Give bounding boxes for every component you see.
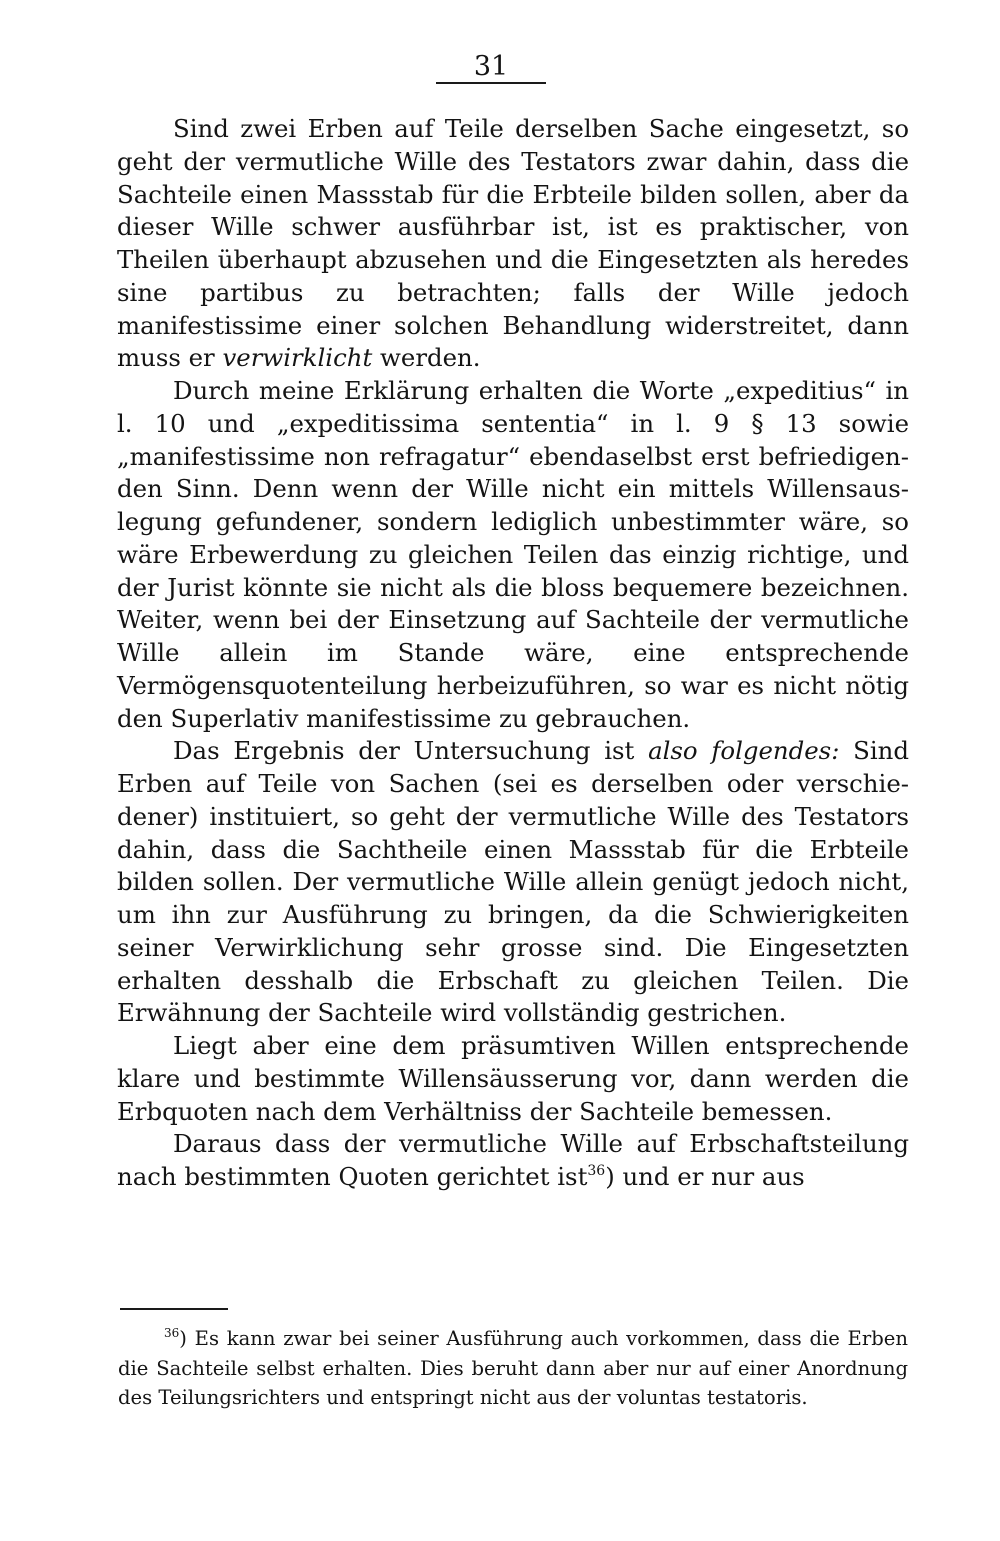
paragraph-4-text: Liegt aber eine dem präsumtiven Willen entsprechende klare und bestimmte Willensäusserung vor, dann werden die Erbquoten nach dem Verhältniss der Sachteile bemessen. <box>117 1031 909 1126</box>
paragraph-2-text: Durch meine Erklärung erhalten die Worte „expeditius“ in l. 10 und „expeditissima sententia“ in l. 9 § 13 sowie „manifestissime non refragatur“ ebendaselbst erst befriedigenden Sinn. Denn wenn der Wille nicht ein mittels Willensauslegung gefundener, sondern lediglich unbestimmter wäre, so wäre Erbewerdung zu gleichen Teilen das einzig richtige, und der Jurist könnte sie nicht als die bloss bequemere bezeichnen. Weiter, wenn bei der Einsetzung auf Sachteile der vermutliche Wille allein im Stande wäre, eine entsprechende Vermögensquotenteilung herbeizuführen, so war es nicht nötig den Superlativ manifestissime zu gebrauchen. <box>117 376 909 733</box>
paragraph-3 <box>117 735 909 1030</box>
footnote-reference: 36 <box>587 1163 606 1179</box>
paragraph-4 <box>117 1030 909 1128</box>
page-number: 31 <box>473 51 509 82</box>
body-text <box>117 113 909 1194</box>
header-rule <box>436 82 546 84</box>
paragraph-5-text: Daraus dass der vermutliche Wille auf Erbschaftsteilung nach bestimmten Quoten gerichtet ist <box>117 1129 909 1191</box>
paragraph-3-emphasis: also folgendes: <box>648 736 840 766</box>
paragraph-1-tail: werden. <box>372 343 481 373</box>
paragraph-2 <box>117 375 909 735</box>
footnote <box>118 1324 908 1413</box>
footnote-text: ) Es kann zwar bei seiner Ausführung auch vorkommen, dass die Erben die Sachteile selbst erhalten. Dies beruht dann aber nur auf einer Anordnung des Teilungsrichters und entspringt nicht aus der voluntas testatoris. <box>118 1327 908 1409</box>
footnote-marker: 36 <box>164 1326 180 1340</box>
paragraph-3-lead: Das Ergebnis der Untersuchung ist <box>173 736 649 766</box>
paragraph-5 <box>117 1128 909 1194</box>
paragraph-1-emphasis: verwirklicht <box>222 343 373 373</box>
paragraph-5-tail: ) und er nur aus <box>605 1162 805 1191</box>
footnote-rule <box>120 1308 228 1310</box>
paragraph-1-text: Sind zwei Erben auf Teile derselben Sache eingesetzt, so geht der vermutliche Wille des Testators zwar dahin, dass die Sachteile einen Massstab für die Erbteile bilden sollen, aber da dieser Wille schwer ausführbar ist, ist es praktischer, von Theilen überhaupt abzusehen und die Eingesetzten als heredes sine partibus zu betrachten; falls der Wille jedoch manifestissime einer solchen Behandlung widerstreitet, dann muss er <box>117 114 909 373</box>
paragraph-1 <box>117 113 909 375</box>
paragraph-3-text: Sind Erben auf Teile von Sachen (sei es derselben oder verschiedener) instituiert, so geht der vermutliche Wille des Testators dahin, dass die Sachtheile einen Massstab für die Erbteile bilden sollen. Der vermutliche Wille allein genügt jedoch nicht, um ihn zur Ausführung zu bringen, da die Schwierigkeiten seiner Verwirklichung sehr grosse sind. Die Eingesetzten erhalten desshalb die Erbschaft zu gleichen Teilen. Die Erwähnung der Sachteile wird vollständig gestrichen. <box>117 736 909 1028</box>
